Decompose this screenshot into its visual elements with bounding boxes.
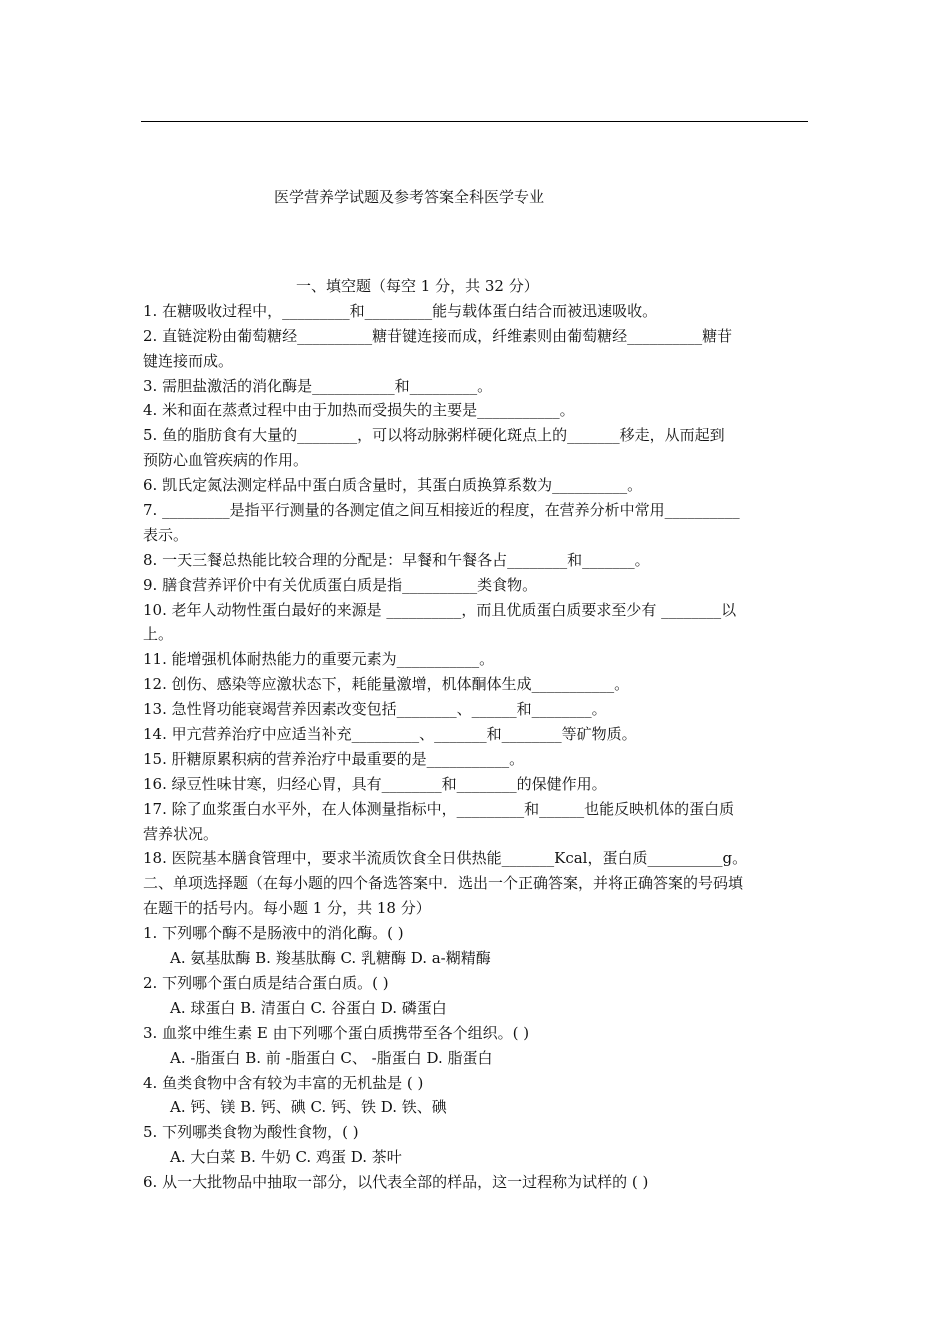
multiple-choice-questions <box>143 921 811 1195</box>
question-line: 10. 老年人动物性蛋白最好的来源是 __________，而且优质蛋白质要求至少有 ________以 <box>143 600 737 619</box>
mc-options: A. -脂蛋白 B. 前 -脂蛋白 C、 -脂蛋白 D. 脂蛋白 <box>170 1048 493 1067</box>
mc-question: 3. 血浆中维生素 E 由下列哪个蛋白质携带至各个组织。( ) <box>143 1023 530 1042</box>
document-body <box>143 274 811 1195</box>
question-line: 6. 凯氏定氮法测定样品中蛋白质含量时，其蛋白质换算系数为__________。 <box>143 476 643 495</box>
question-line: 营养状况。 <box>143 824 219 843</box>
question-line: 11. 能增强机体耐热能力的重要元素为___________。 <box>143 650 495 669</box>
question-line: 15. 肝糖原累积病的营养治疗中最重要的是___________。 <box>143 749 525 768</box>
mc-question: 4. 鱼类食物中含有较为丰富的无机盐是 ( ) <box>143 1073 424 1092</box>
question-line: 2. 直链淀粉由葡萄糖经__________糖苷键连接而成，纤维素则由葡萄糖经__________糖苷 <box>143 326 733 345</box>
question-line: 5. 鱼的脂肪食有大量的________，可以将动脉粥样硬化斑点上的_______移走，从而起到 <box>143 426 725 445</box>
fill-blank-questions <box>143 299 811 871</box>
question-line: 预防心血管疾病的作用。 <box>143 451 309 470</box>
mc-options: A. 球蛋白 B. 清蛋白 C. 谷蛋白 D. 磷蛋白 <box>170 998 447 1017</box>
question-line: 键连接而成。 <box>143 351 234 370</box>
mc-question: 5. 下列哪类食物为酸性食物，( ) <box>143 1123 359 1142</box>
question-line: 上。 <box>143 625 174 644</box>
document-title: 医学营养学试题及参考答案全科医学专业 <box>274 188 545 206</box>
question-line: 17. 除了血浆蛋白水平外，在人体测量指标中，_________和______也能反映机体的蛋白质 <box>143 799 735 818</box>
mc-options: A. 大白菜 B. 牛奶 C. 鸡蛋 D. 茶叶 <box>170 1148 402 1167</box>
question-line: 7. _________是指平行测量的各测定值之间互相接近的程度，在营养分析中常用__________ <box>143 501 740 520</box>
question-line: 18. 医院基本膳食管理中，要求半流质饮食全日供热能_______Kcal，蛋白质__________g。 <box>143 849 748 868</box>
question-line: 表示。 <box>143 525 189 544</box>
section-heading-multiple-choice-cont: 在题干的括号内。每小题 1 分，共 18 分） <box>143 899 431 918</box>
question-line: 1. 在糖吸收过程中，_________和_________能与载体蛋白结合而被迅速吸收。 <box>143 301 658 320</box>
mc-question: 2. 下列哪个蛋白质是结合蛋白质。( ) <box>143 973 389 992</box>
mc-options: A. 钙、镁 B. 钙、碘 C. 钙、铁 D. 铁、碘 <box>170 1098 447 1117</box>
question-line: 9. 膳食营养评价中有关优质蛋白质是指__________类食物。 <box>143 575 538 594</box>
question-line: 14. 甲亢营养治疗中应适当补充_________、_______和________等矿物质。 <box>143 725 637 744</box>
question-line: 8. 一天三餐总热能比较合理的分配是：早餐和午餐各占________和_______。 <box>143 550 650 569</box>
question-line: 4. 米和面在蒸煮过程中由于加热而受损失的主要是___________。 <box>143 401 575 420</box>
mc-options: A. 氨基肽酶 B. 羧基肽酶 C. 乳糖酶 D. a-糊精酶 <box>170 949 491 968</box>
section-heading-fill-blank: 一、填空题（每空 1 分，共 32 分） <box>296 277 539 295</box>
question-line: 12. 创伤、感染等应激状态下，耗能量激增，机体酮体生成___________。 <box>143 675 630 694</box>
section-heading-multiple-choice: 二、单项选择题（在每小题的四个备选答案中．选出一个正确答案，并将正确答案的号码填 <box>143 874 744 893</box>
header-rule <box>141 121 808 122</box>
question-line: 3. 需胆盐激活的消化酶是___________和_________。 <box>143 376 493 395</box>
question-line: 13. 急性肾功能衰竭营养因素改变包括________、______和________。 <box>143 700 607 719</box>
question-line: 16. 绿豆性味甘寒，归经心胃，具有________和________的保健作用。 <box>143 774 607 793</box>
mc-question: 1. 下列哪个酶不是肠液中的消化酶。( ) <box>143 924 404 943</box>
mc-question: 6. 从一大批物品中抽取一部分，以代表全部的样品，这一过程称为试样的 ( ) <box>143 1173 649 1192</box>
